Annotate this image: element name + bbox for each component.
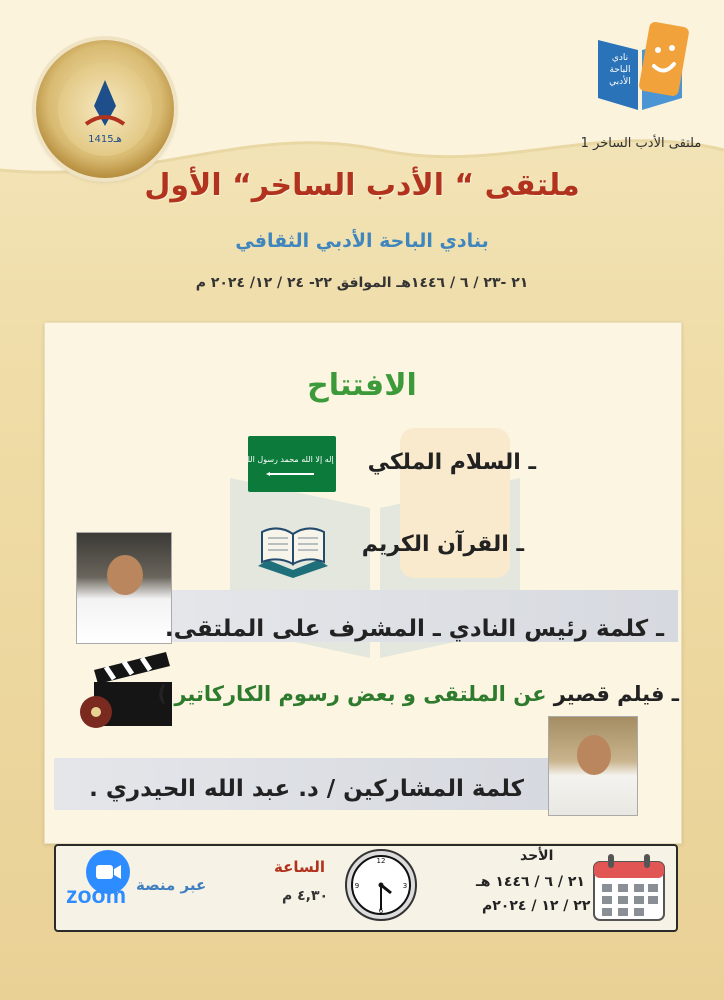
club-logo	[590, 10, 690, 122]
face-shape	[577, 735, 611, 775]
ministry-seal-center	[58, 62, 152, 156]
program-item-president-speech: ـ كلمة رئيس النادي ـ المشرف على الملتقى.	[164, 616, 664, 642]
svg-text:12: 12	[376, 857, 386, 865]
quran-book-icon	[248, 520, 338, 584]
svg-text:الباحة: الباحة	[609, 65, 631, 75]
face-shape	[107, 555, 143, 595]
svg-text:نادي: نادي	[611, 53, 629, 63]
program-item-short-film	[157, 682, 679, 706]
club-caption: ملتقى الأدب الساخر 1	[580, 136, 702, 151]
hijri-date: ٢١ / ٦ / ١٤٤٦ هـ	[476, 874, 585, 890]
film-text-green: عن الملتقى و بعض رسوم الكاركاتير	[174, 682, 547, 706]
event-dates: ٢١ -٢٣ / ٦ / ١٤٤٦هـ الموافق ٢٢- ٢٤ / ١٢/ ٢٠٢٤ م	[195, 275, 529, 291]
svg-text:9: 9	[354, 882, 360, 890]
hour-value: ٤,٣٠ م	[282, 888, 329, 904]
clock-icon	[344, 848, 418, 922]
svg-text:الأدبي: الأدبي	[609, 77, 631, 87]
program-item-anthem: ـ السلام الملكي	[367, 450, 536, 475]
program-item-participants-speech: كلمة المشاركين / د. عبد الله الحيدري .	[89, 776, 524, 802]
svg-text:6: 6	[378, 907, 384, 915]
page-subtitle: بنادي الباحة الأدبي الثقافي	[235, 230, 489, 252]
event-day: الأحد	[520, 848, 554, 864]
zoom-wordmark: zoom	[66, 882, 127, 908]
calendar-icon	[592, 852, 666, 922]
ministry-year: 1415هـ	[88, 134, 122, 145]
gregorian-date: ٢٢ / ١٢ / ٢٠٢٤م	[482, 898, 591, 914]
saudi-flag-icon	[248, 436, 336, 492]
program-heading: الافتتاح	[307, 368, 417, 403]
hour-label: الساعة	[274, 858, 326, 876]
participant-photo	[548, 716, 638, 816]
page-title: ملتقى “ الأدب الساخر“ الأول	[144, 168, 580, 203]
svg-text:3: 3	[402, 882, 408, 890]
club-president-photo	[76, 532, 172, 644]
pen-nib-icon	[58, 62, 152, 156]
film-text-prefix: ـ فيلم قصير	[546, 682, 679, 706]
platform-via-label: عبر منصة	[136, 876, 207, 894]
film-text-suffix: )	[157, 682, 175, 706]
svg-text:لا إله إلا الله محمد رسول الله: لا إله إلا الله محمد رسول الله	[248, 455, 336, 464]
ministry-of-culture-logo	[36, 40, 174, 178]
program-item-quran: ـ القرآن الكريم	[361, 532, 524, 557]
